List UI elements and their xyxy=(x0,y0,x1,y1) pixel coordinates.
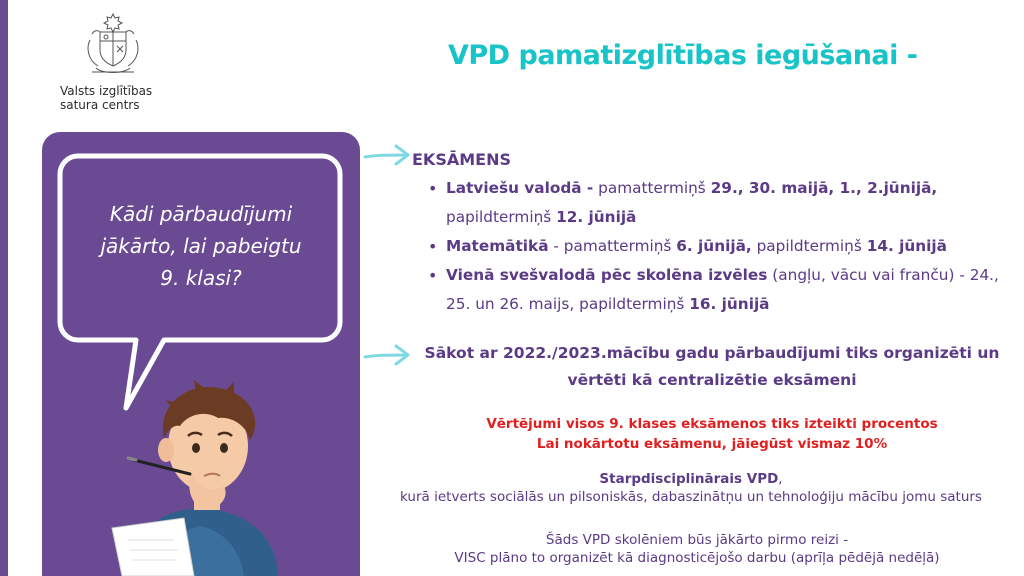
grading-line-1: Vērtējumi visos 9. klases eksāmenos tiks izteikti procentos xyxy=(486,416,938,432)
exam-subject: Latviešu valodā - xyxy=(446,179,594,197)
centralized-line-1: Sākot ar 2022./2023.mācību gadu pārbaudījumi tiks organizēti un xyxy=(424,344,1000,362)
bubble-line-3: 9. klasi? xyxy=(160,266,242,290)
visc-logo xyxy=(58,10,168,112)
exam-item-foreign-language xyxy=(428,261,1018,319)
exam-subject: Vienā svešvalodā pēc skolēna izvēles xyxy=(446,266,768,284)
exam-item-latvian xyxy=(428,174,1018,232)
interdisciplinary-line-2: kurā ietverts sociālās un pilsoniskās, dabaszinātņu un tehnoloģiju mācību jomu saturs xyxy=(400,489,982,505)
bubble-line-1: Kādi pārbaudījumi xyxy=(109,202,293,226)
interdisciplinary-title: Starpdisciplinārais VPD xyxy=(599,471,779,487)
exam-extra-label: papildtermiņš xyxy=(446,208,552,226)
exam-item-math xyxy=(428,232,1018,261)
grading-line-2: Lai nokārtotu eksāmenu, jāiegūst vismaz 10% xyxy=(536,436,888,452)
exam-extra-date: 16. jūnijā xyxy=(689,295,770,313)
exam-main-dates: 6. jūnijā, xyxy=(676,237,752,255)
left-accent-strip xyxy=(0,0,8,576)
thinking-boy-illustration xyxy=(100,380,300,576)
interdisciplinary-note xyxy=(368,470,1014,506)
centralized-line-2: vērtēti kā centralizētie eksāmeni xyxy=(567,371,857,389)
grading-note xyxy=(410,414,1014,454)
exam-main-label: pamattermiņš xyxy=(598,179,706,197)
exam-subject: Matemātikā xyxy=(446,237,549,255)
exam-extra-date: 14. jūnijā xyxy=(866,237,947,255)
exam-extra-label: papildtermiņš xyxy=(756,237,862,255)
coat-of-arms-icon xyxy=(82,10,144,80)
arrow-centralized-icon xyxy=(362,340,412,370)
exams-heading: EKSĀMENS xyxy=(412,150,511,169)
first-time-line-1: Šāds VPD skolēniem būs jākārto pirmo reizi - xyxy=(545,532,849,548)
bubble-line-2: jākārto, lai pabeigtu xyxy=(100,234,302,258)
logo-line-2: satura centrs xyxy=(60,98,140,112)
first-time-line-2: VISC plāno to organizēt kā diagnosticējošo darbu (aprīļa pēdējā nedēļā) xyxy=(454,550,940,566)
first-time-note xyxy=(380,531,1014,567)
arrow-exams-icon xyxy=(362,140,412,170)
page-title: VPD pamatizglītības iegūšanai - xyxy=(448,40,918,71)
interdisciplinary-title-suffix: , xyxy=(778,471,783,487)
exam-extra-label: papildtermiņš xyxy=(579,295,685,313)
exam-main-dates: - 24., 25. un 26. maijs, xyxy=(446,266,999,313)
exam-list xyxy=(428,174,1018,319)
logo-line-1: Valsts izglītības xyxy=(60,84,153,98)
exam-languages: (angļu, vācu vai franču) xyxy=(772,266,955,284)
exam-extra-date: 12. jūnijā xyxy=(556,208,637,226)
exam-main-label: - pamattermiņš xyxy=(553,237,672,255)
centralized-exams-note xyxy=(410,340,1014,394)
exam-main-dates: 29., 30. maijā, 1., 2.jūnijā, xyxy=(710,179,938,197)
